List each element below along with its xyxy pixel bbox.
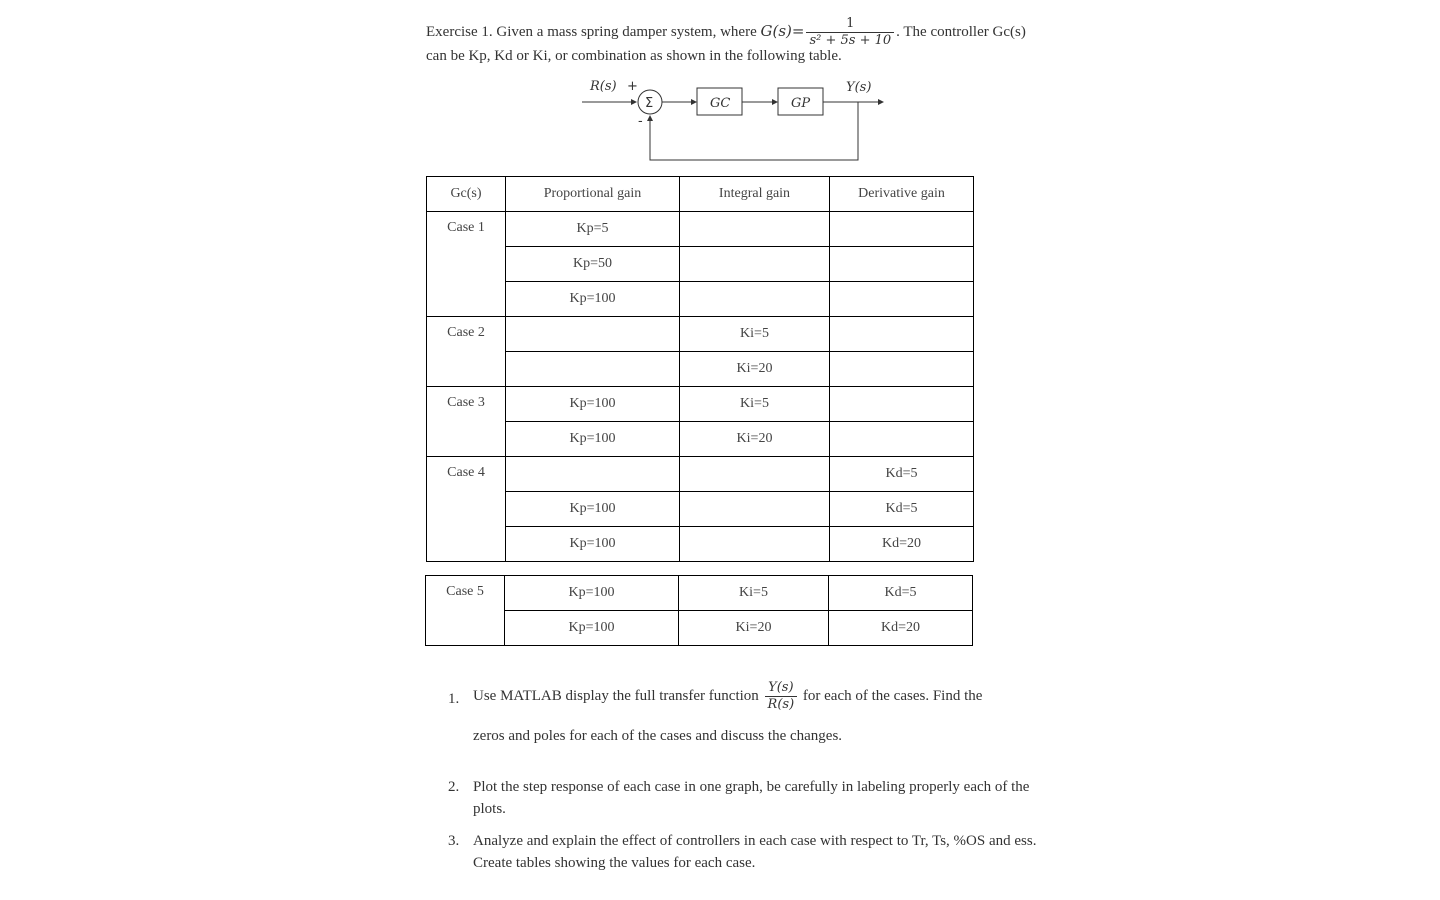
transfer-function-label: G(s)= [760, 21, 805, 40]
table-cell [680, 457, 830, 492]
question-text: Plot the step response of each case in one graph, be carefully in labeling properly each of the plots. [473, 779, 1030, 817]
intro-text-2: . The controller Gc(s) [896, 23, 1026, 40]
question-1-pre: Use MATLAB display the full transfer function [473, 687, 763, 704]
header-proportional: Proportional gain [506, 177, 680, 212]
table-cell: Ki=5 [680, 387, 830, 422]
table-cell: Kp=100 [505, 576, 679, 611]
tf-numerator: 1 [806, 16, 894, 33]
question-number: 3. [448, 833, 460, 849]
question-text [473, 680, 1063, 744]
case-label: Case 4 [427, 457, 506, 562]
table-row [427, 422, 974, 457]
table-cell: Ki=5 [680, 317, 830, 352]
question-number: 1. [448, 691, 460, 707]
table-row [427, 247, 974, 282]
table-cell [830, 247, 974, 282]
table-cell [680, 527, 830, 562]
table-row [427, 492, 974, 527]
table-cell: Kd=20 [829, 611, 973, 646]
table-cell: Kp=100 [505, 611, 679, 646]
table-cell: Kp=100 [506, 422, 680, 457]
table-cell [506, 352, 680, 387]
table-row [426, 611, 973, 646]
table-cell [506, 317, 680, 352]
table-cell: Kp=5 [506, 212, 680, 247]
table-row [427, 527, 974, 562]
table-row [426, 576, 973, 611]
table-cell [830, 422, 974, 457]
fraction-denominator: R(s) [767, 697, 795, 712]
table-cell: Kd=5 [830, 492, 974, 527]
intro-line-2: can be Kp, Kd or Ki, or combination as shown in the following table. [426, 48, 842, 64]
feedback-path [650, 102, 858, 160]
block-diagram [570, 74, 900, 166]
intro-text-1: Exercise 1. Given a mass spring damper system, where [426, 23, 761, 40]
table-cell [830, 212, 974, 247]
header-derivative: Derivative gain [830, 177, 974, 212]
table-cell [680, 247, 830, 282]
table-cell [830, 352, 974, 387]
transfer-function-fraction [806, 16, 894, 49]
table-cell: Kd=5 [830, 457, 974, 492]
sum-symbol: Σ [645, 96, 654, 111]
table-header-row [427, 177, 974, 212]
input-label: R(s) [590, 79, 617, 94]
fraction-numerator: Y(s) [765, 680, 798, 697]
table-row [427, 457, 974, 492]
question-text: Analyze and explain the effect of controllers in each case with respect to Tr, Ts, %OS and ess. Create tables showing the values for each case. [473, 833, 1037, 871]
table-cell: Ki=20 [679, 611, 829, 646]
table-cell: Ki=5 [679, 576, 829, 611]
case-label: Case 5 [426, 576, 505, 646]
table-cell: Kp=50 [506, 247, 680, 282]
table-cell: Kp=100 [506, 387, 680, 422]
table-cell [680, 282, 830, 317]
table-row [427, 212, 974, 247]
table-row [427, 352, 974, 387]
table-row [427, 387, 974, 422]
table-cell: Ki=20 [680, 352, 830, 387]
table-cell: Kd=5 [829, 576, 973, 611]
question-1-line-1 [473, 680, 1063, 713]
case-label: Case 3 [427, 387, 506, 457]
plant-label: GP [791, 96, 811, 111]
table-cell [830, 387, 974, 422]
table-cell: Kp=100 [506, 282, 680, 317]
question-1-line-2: zeros and poles for each of the cases and discuss the changes. [473, 728, 843, 744]
header-integral: Integral gain [680, 177, 830, 212]
yr-fraction [765, 680, 798, 713]
intro-line-1 [426, 16, 1026, 49]
table-row [427, 282, 974, 317]
header-gc: Gc(s) [427, 177, 506, 212]
table-row [427, 317, 974, 352]
table-cell: Kp=100 [506, 492, 680, 527]
block-diagram-svg [570, 74, 900, 166]
table-cell [506, 457, 680, 492]
tf-denominator: s² + 5s + 10 [809, 33, 892, 48]
question-number: 2. [448, 779, 460, 795]
case-label: Case 2 [427, 317, 506, 387]
case-label: Case 1 [427, 212, 506, 317]
table-cell [830, 317, 974, 352]
question-1-post: for each of the cases. Find the [799, 687, 983, 704]
output-label: Y(s) [846, 80, 872, 95]
table-cell: Ki=20 [680, 422, 830, 457]
table-cell [680, 212, 830, 247]
table-cell [830, 282, 974, 317]
table-cell: Kd=20 [830, 527, 974, 562]
gain-table-case5 [425, 575, 973, 646]
minus-sign: - [638, 114, 643, 129]
table-cell: Kp=100 [506, 527, 680, 562]
plus-sign: + [627, 79, 638, 94]
gain-table [426, 176, 974, 562]
table-cell [680, 492, 830, 527]
controller-label: GC [710, 96, 731, 111]
